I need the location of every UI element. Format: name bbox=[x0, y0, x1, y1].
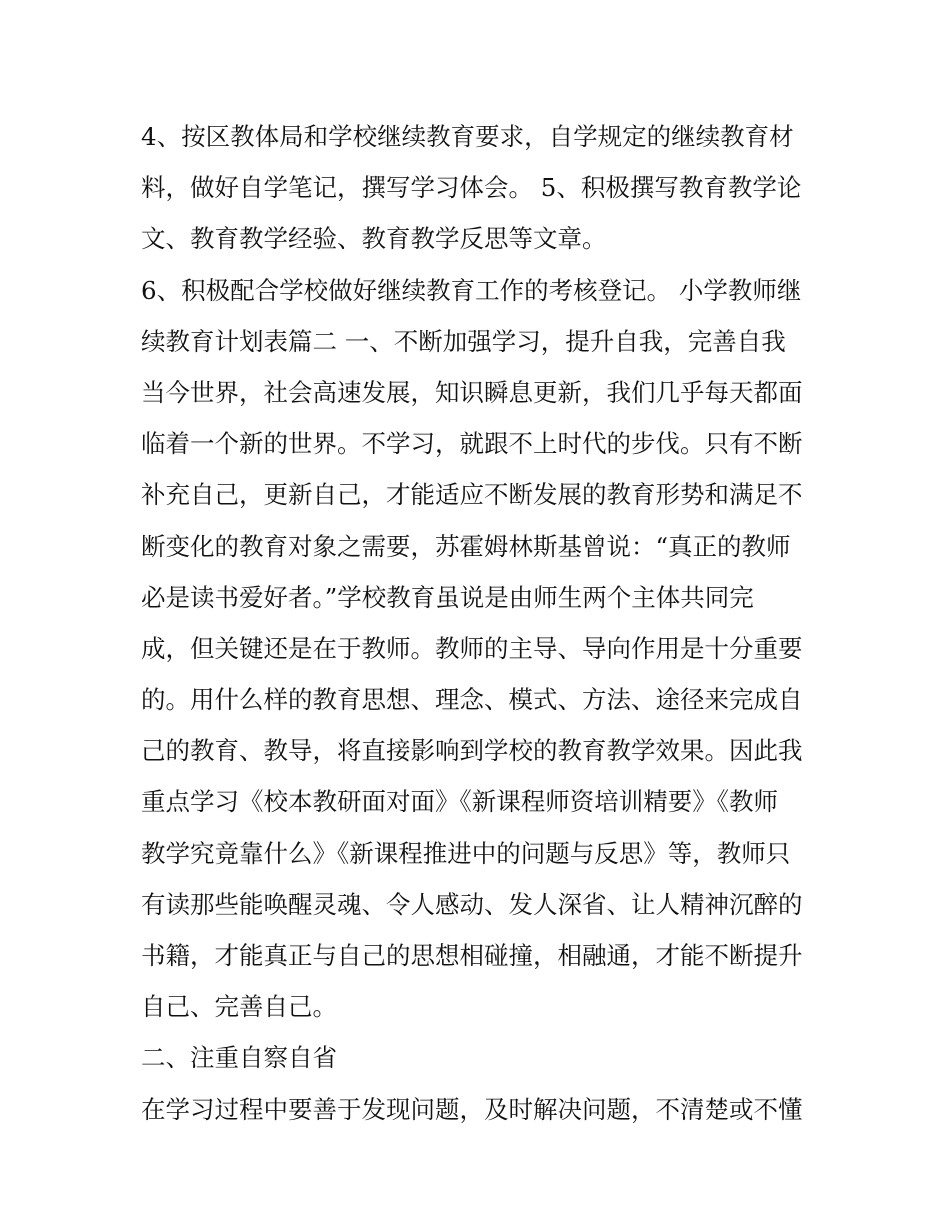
text-line: 书籍，才能真正与自己的思想相碰撞，相融通，才能不断提升 bbox=[141, 941, 803, 970]
text-line: 的。用什么样的教育思想、理念、模式、方法、途径来完成自 bbox=[141, 685, 803, 715]
text-line: 在学习过程中要善于发现问题，及时解决问题，不清楚或不懂 bbox=[141, 1094, 803, 1124]
text-line: 当今世界，社会高速发展，知识瞬息更新，我们几乎每天都面 bbox=[141, 377, 803, 407]
text-line: 4、按区教体局和学校继续教育要求，自学规定的继续教育材 bbox=[141, 122, 794, 151]
text-line: 断变化的教育对象之需要，苏霍姆林斯基曾说：“真正的教师 bbox=[141, 531, 791, 561]
text-line: 临着一个新的世界。不学习，就跟不上时代的步伐。只有不断 bbox=[141, 429, 803, 459]
text-line: 成，但关键还是在于教师。教师的主导、导向作用是十分重要 bbox=[141, 633, 803, 663]
text-line: 重点学习《校本教研面对面》《新课程师资培训精要》《教师 bbox=[141, 787, 778, 817]
document-body bbox=[141, 111, 841, 1135]
text-line: 文、教育教学经验、教育教学反思等文章。 bbox=[141, 224, 607, 254]
text-line: 料，做好自学笔记，撰写学习体会。 5、积极撰写教育教学论 bbox=[141, 173, 802, 203]
section-heading: 二、注重自察自省 bbox=[141, 1043, 337, 1073]
text-line: 有读那些能唤醒灵魂、令人感动、发人深省、让人精神沉醉的 bbox=[141, 889, 803, 919]
text-line: 自己、完善自己。 bbox=[141, 992, 337, 1022]
text-line: 教学究竟靠什么》《新课程推进中的问题与反思》等，教师只 bbox=[141, 838, 791, 868]
text-line: 续教育计划表篇二 一、不断加强学习，提升自我，完善自我 bbox=[141, 326, 786, 356]
text-line: 必是读书爱好者。”学校教育虽说是由师生两个主体共同完 bbox=[141, 582, 754, 612]
text-line: 己的教育、教导，将直接影响到学校的教育教学效果。因此我 bbox=[141, 736, 803, 766]
text-line: 6、积极配合学校做好继续教育工作的考核登记。 小学教师继 bbox=[141, 275, 802, 305]
text-line: 补充自己，更新自己，才能适应不断发展的教育形势和满足不 bbox=[141, 480, 803, 510]
